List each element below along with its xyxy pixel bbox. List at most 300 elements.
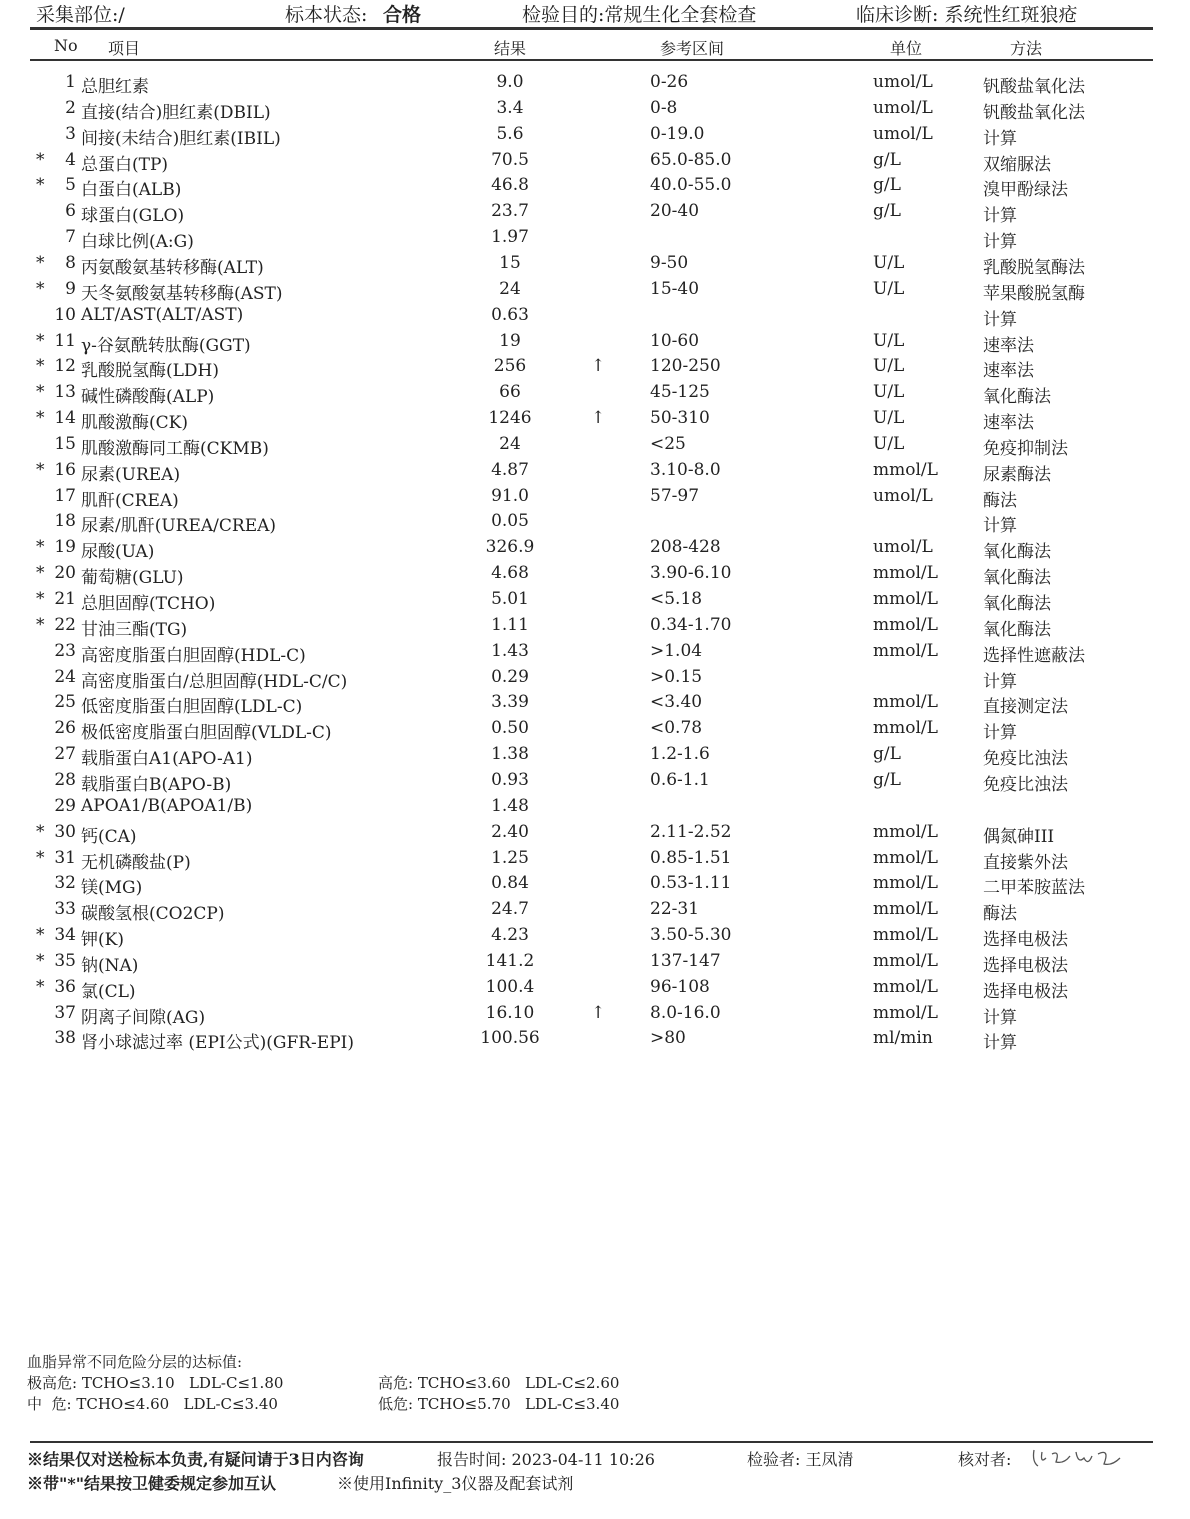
star-marker: *	[36, 408, 45, 429]
star-marker: *	[36, 356, 45, 377]
result-value: 2.40	[491, 821, 529, 842]
row-number: 26	[54, 718, 76, 739]
item-name: APOA1/B(APOA1/B)	[81, 795, 253, 816]
item-name: 间接(未结合)胆红素(IBIL)	[81, 128, 281, 149]
result-value: 1.97	[491, 227, 529, 248]
column-divider	[30, 59, 1153, 61]
reference-range: <3.40	[650, 692, 703, 713]
item-name: 极低密度脂蛋白胆固醇(VLDL-C)	[81, 723, 332, 744]
unit: g/L	[873, 769, 901, 790]
star-marker: *	[36, 278, 45, 299]
result-value: 3.4	[496, 97, 524, 118]
method: 氧化酶法	[983, 568, 1051, 589]
table-row	[0, 744, 1190, 770]
method: 氧化酶法	[983, 542, 1051, 563]
unit: mmol/L	[873, 1002, 938, 1023]
reference-range: <0.78	[650, 718, 703, 739]
table-row	[0, 770, 1190, 796]
result-value: 1.43	[491, 640, 529, 661]
reference-range: >0.15	[650, 666, 703, 687]
col-item: 项目	[108, 39, 141, 58]
result-value: 9.0	[496, 72, 524, 92]
unit: mmol/L	[873, 640, 938, 661]
table-row	[0, 279, 1190, 305]
header-divider	[30, 27, 1153, 30]
table-row	[0, 822, 1190, 848]
star-marker: *	[36, 925, 45, 946]
table-row	[0, 977, 1190, 1003]
item-name: 总胆红素	[81, 77, 149, 97]
method: 酶法	[983, 904, 1017, 925]
table-row	[0, 486, 1190, 512]
reference-range: >1.04	[650, 640, 703, 661]
row-number: 19	[54, 537, 76, 558]
reference-range: 0.34-1.70	[650, 614, 732, 635]
table-row	[0, 150, 1190, 176]
table-row	[0, 873, 1190, 899]
row-number: 18	[54, 511, 76, 532]
result-value: 70.5	[491, 149, 529, 170]
row-number: 11	[54, 330, 76, 351]
result-value: 4.87	[491, 459, 529, 480]
table-row	[0, 563, 1190, 589]
result-value: 256	[493, 356, 527, 377]
result-value: 3.39	[491, 692, 529, 713]
item-name: 尿素(UREA)	[81, 464, 181, 485]
result-value: 24	[499, 433, 521, 454]
unit: mmol/L	[873, 873, 938, 894]
method: 钒酸盐氧化法	[983, 102, 1085, 123]
unit: mmol/L	[873, 563, 938, 584]
reference-range: 10-60	[650, 330, 700, 351]
result-value: 1.48	[491, 795, 529, 816]
method: 选择电极法	[983, 955, 1068, 976]
reference-range: 120-250	[650, 356, 721, 377]
row-number: 30	[54, 821, 76, 842]
item-name: 白球比例(A:G)	[81, 232, 194, 253]
row-number: 31	[54, 847, 76, 868]
result-value: 4.23	[491, 925, 529, 946]
result-value: 15	[499, 252, 521, 273]
specimen-status-label: 标本状态:	[285, 4, 368, 26]
method: 计算	[983, 1033, 1017, 1054]
row-number: 13	[54, 382, 76, 403]
unit: mmol/L	[873, 976, 938, 997]
reference-range: 57-97	[650, 485, 700, 506]
item-name: 碱性磷酸酶(ALP)	[81, 387, 215, 408]
row-number: 23	[54, 640, 76, 661]
method: 钒酸盐氧化法	[983, 77, 1085, 97]
star-marker: *	[36, 976, 45, 997]
item-name: 球蛋白(GLO)	[81, 206, 185, 227]
unit: umol/L	[873, 97, 933, 118]
row-number: 21	[54, 589, 76, 609]
method: 偶氮砷III	[983, 826, 1055, 847]
item-name: 碳酸氢根(CO2CP)	[81, 904, 225, 925]
result-value: 1.11	[491, 614, 529, 635]
table-row	[0, 253, 1190, 279]
result-value: 0.50	[491, 718, 529, 739]
star-marker: *	[36, 950, 45, 971]
reference-range: 0.53-1.11	[650, 873, 732, 894]
table-row	[0, 692, 1190, 718]
row-number: 36	[54, 976, 76, 997]
star-marker: *	[36, 149, 45, 170]
unit: mmol/L	[873, 692, 938, 713]
reference-range: 15-40	[650, 278, 700, 299]
table-row	[0, 615, 1190, 641]
reference-range: 1.2-1.6	[650, 744, 710, 765]
method: 二甲苯胺蓝法	[983, 878, 1085, 899]
row-number: 38	[54, 1028, 76, 1049]
table-row	[0, 124, 1190, 150]
reference-range: 96-108	[650, 976, 710, 997]
row-number: 15	[54, 433, 76, 454]
unit: mmol/L	[873, 899, 938, 920]
table-row	[0, 589, 1190, 615]
table-row	[0, 408, 1190, 434]
item-name: 甘油三酯(TG)	[81, 619, 188, 640]
result-value: 1.38	[491, 744, 529, 765]
method: 速率法	[983, 413, 1034, 434]
unit: mmol/L	[873, 459, 938, 480]
row-number: 24	[54, 666, 76, 687]
result-value: 141.2	[485, 950, 535, 971]
item-name: 肾小球滤过率 (EPI公式)(GFR-EPI)	[81, 1033, 354, 1054]
result-value: 24	[499, 278, 521, 299]
col-method: 方法	[1010, 39, 1043, 58]
method: 苹果酸脱氢酶	[983, 283, 1085, 304]
row-number: 25	[54, 692, 76, 713]
unit: mmol/L	[873, 950, 938, 971]
table-row	[0, 305, 1190, 331]
star-marker: *	[36, 589, 45, 609]
table-row	[0, 537, 1190, 563]
row-number: 7	[65, 227, 76, 248]
method: 选择电极法	[983, 930, 1068, 951]
unit: mmol/L	[873, 847, 938, 868]
test-purpose: 检验目的:常规生化全套检查	[522, 4, 757, 26]
item-name: 肌酐(CREA)	[81, 490, 179, 511]
method: 直接测定法	[983, 697, 1068, 718]
result-value: 326.9	[485, 537, 535, 558]
row-number: 37	[54, 1002, 76, 1023]
tester: 检验者: 王凤清	[747, 1450, 854, 1469]
result-value: 5.6	[496, 123, 524, 144]
result-value: 66	[499, 382, 521, 403]
report-time: 报告时间: 2023-04-11 10:26	[437, 1450, 655, 1469]
reference-range: 22-31	[650, 899, 700, 920]
abnormal-flag: ↑	[591, 1002, 606, 1023]
result-value: 5.01	[491, 589, 529, 609]
method: 乳酸脱氢酶法	[983, 257, 1085, 278]
unit: mmol/L	[873, 589, 938, 609]
col-unit: 单位	[890, 39, 923, 58]
method: 计算	[983, 232, 1017, 253]
row-number: 22	[54, 614, 76, 635]
item-name: 丙氨酸氨基转移酶(ALT)	[81, 257, 264, 278]
abnormal-flag: ↑	[591, 356, 606, 377]
row-number: 20	[54, 563, 76, 584]
row-number: 35	[54, 950, 76, 971]
star-marker: *	[36, 821, 45, 842]
table-row	[0, 899, 1190, 925]
item-name: 钙(CA)	[81, 826, 137, 847]
star-marker: *	[36, 330, 45, 351]
table-row	[0, 641, 1190, 667]
result-value: 1246	[488, 408, 532, 429]
unit: mmol/L	[873, 821, 938, 842]
method: 溴甲酚绿法	[983, 180, 1068, 201]
unit: U/L	[873, 433, 905, 454]
method: 计算	[983, 1007, 1017, 1028]
table-row	[0, 951, 1190, 977]
unit: U/L	[873, 408, 905, 429]
result-value: 0.63	[491, 304, 529, 325]
clinical-diagnosis: 临床诊断: 系统性红斑狼疮	[856, 4, 1078, 26]
unit: umol/L	[873, 485, 933, 506]
table-row	[0, 72, 1190, 98]
row-number: 1	[65, 72, 76, 92]
result-value: 24.7	[491, 899, 529, 920]
method: 氧化酶法	[983, 594, 1051, 614]
unit: g/L	[873, 149, 901, 170]
reference-range: 3.10-8.0	[650, 459, 721, 480]
lipid-medium: 中 危: TCHO≤4.60 LDL-C≤3.40	[27, 1395, 278, 1413]
collection-site: 采集部位:/	[36, 4, 125, 26]
item-name: 天冬氨酸氨基转移酶(AST)	[81, 283, 283, 304]
item-name: 载脂蛋白B(APO-B)	[81, 774, 232, 795]
method: 计算	[983, 309, 1017, 330]
star-marker: *	[36, 382, 45, 403]
star-marker: *	[36, 614, 45, 635]
row-number: 28	[54, 769, 76, 790]
reviewer-signature	[1030, 1444, 1125, 1470]
item-name: ALT/AST(ALT/AST)	[81, 304, 244, 325]
specimen-status-value: 合格	[383, 4, 422, 26]
result-value: 0.29	[491, 666, 529, 687]
unit: mmol/L	[873, 925, 938, 946]
item-name: 白蛋白(ALB)	[81, 180, 182, 201]
unit: U/L	[873, 356, 905, 377]
item-name: 乳酸脱氢酶(LDH)	[81, 361, 220, 382]
reference-range: 45-125	[650, 382, 710, 403]
item-name: 低密度脂蛋白胆固醇(LDL-C)	[81, 697, 303, 718]
result-value: 4.68	[491, 563, 529, 584]
row-number: 9	[65, 278, 76, 299]
reference-range: 50-310	[650, 408, 710, 429]
result-value: 0.93	[491, 769, 529, 790]
row-number: 34	[54, 925, 76, 946]
reference-range: 3.50-5.30	[650, 925, 732, 946]
method: 计算	[983, 128, 1017, 149]
mutual-recognition-note: ※带"*"结果按卫健委规定参加互认	[27, 1474, 277, 1493]
unit: umol/L	[873, 537, 933, 558]
row-number: 33	[54, 899, 76, 920]
unit: U/L	[873, 382, 905, 403]
star-marker: *	[36, 252, 45, 273]
table-row	[0, 382, 1190, 408]
method: 选择电极法	[983, 981, 1068, 1002]
table-row	[0, 434, 1190, 460]
reference-range: 137-147	[650, 950, 721, 971]
table-row	[0, 796, 1190, 822]
method: 酶法	[983, 490, 1017, 511]
item-name: 葡萄糖(GLU)	[81, 568, 184, 589]
table-row	[0, 356, 1190, 382]
reference-range: 0-8	[650, 97, 678, 118]
result-value: 0.05	[491, 511, 529, 532]
item-name: 肌酸激酶同工酶(CKMB)	[81, 438, 269, 459]
result-value: 91.0	[491, 485, 529, 506]
method: 计算	[983, 723, 1017, 744]
method: 速率法	[983, 335, 1034, 356]
result-value: 46.8	[491, 175, 529, 196]
abnormal-flag: ↑	[591, 408, 606, 429]
lipid-high: 高危: TCHO≤3.60 LDL-C≤2.60	[378, 1374, 620, 1392]
footer-divider	[30, 1441, 1153, 1443]
method: 计算	[983, 671, 1017, 692]
star-marker: *	[36, 563, 45, 584]
item-name: 高密度脂蛋白/总胆固醇(HDL-C/C)	[81, 671, 348, 692]
unit: U/L	[873, 252, 905, 273]
reference-range: 0-26	[650, 72, 689, 92]
row-number: 14	[54, 408, 76, 429]
reference-range: 0-19.0	[650, 123, 705, 144]
item-name: 总胆固醇(TCHO)	[81, 594, 216, 614]
method: 直接紫外法	[983, 852, 1068, 873]
col-result: 结果	[494, 39, 527, 58]
reference-range: <5.18	[650, 589, 703, 609]
table-row	[0, 227, 1190, 253]
unit: umol/L	[873, 72, 933, 92]
unit: g/L	[873, 201, 901, 222]
col-no: No	[54, 36, 78, 55]
row-number: 32	[54, 873, 76, 894]
row-number: 8	[65, 252, 76, 273]
item-name: 氯(CL)	[81, 981, 136, 1002]
item-name: 直接(结合)胆红素(DBIL)	[81, 102, 271, 123]
reference-range: 0.85-1.51	[650, 847, 732, 868]
row-number: 6	[65, 201, 76, 222]
table-row	[0, 1028, 1190, 1054]
result-value: 100.4	[485, 976, 535, 997]
lipid-very-high: 极高危: TCHO≤3.10 LDL-C≤1.80	[27, 1374, 284, 1392]
reference-range: 20-40	[650, 201, 700, 222]
reference-range: 208-428	[650, 537, 721, 558]
lipid-targets-title: 血脂异常不同危险分层的达标值:	[27, 1353, 243, 1371]
reference-range: 3.90-6.10	[650, 563, 732, 584]
result-value: 16.10	[485, 1002, 535, 1023]
method: 氧化酶法	[983, 387, 1051, 408]
item-name: 钾(K)	[81, 930, 124, 951]
row-number: 2	[65, 97, 76, 118]
row-number: 3	[65, 123, 76, 144]
item-name: 尿酸(UA)	[81, 542, 155, 563]
method: 尿素酶法	[983, 464, 1051, 485]
table-row	[0, 718, 1190, 744]
result-value: 100.56	[480, 1028, 540, 1049]
unit: mmol/L	[873, 718, 938, 739]
result-value: 23.7	[491, 201, 529, 222]
unit: umol/L	[873, 123, 933, 144]
result-value: 0.84	[491, 873, 529, 894]
unit: ml/min	[873, 1028, 933, 1049]
disclaimer: ※结果仅对送检标本负责,有疑问请于3日内咨询	[27, 1450, 364, 1469]
table-row	[0, 201, 1190, 227]
row-number: 16	[54, 459, 76, 480]
row-number: 10	[54, 304, 76, 325]
reference-range: 8.0-16.0	[650, 1002, 721, 1023]
star-marker: *	[36, 847, 45, 868]
reference-range: <25	[650, 433, 686, 454]
table-row	[0, 175, 1190, 201]
reference-range: 40.0-55.0	[650, 175, 732, 196]
col-ref: 参考区间	[660, 39, 725, 58]
table-row	[0, 1003, 1190, 1029]
item-name: 高密度脂蛋白胆固醇(HDL-C)	[81, 645, 306, 666]
reference-range: 0.6-1.1	[650, 769, 710, 790]
method: 免疫比浊法	[983, 749, 1068, 770]
item-name: 肌酸激酶(CK)	[81, 413, 188, 434]
row-number: 27	[54, 744, 76, 765]
table-row	[0, 98, 1190, 124]
reference-range: >80	[650, 1028, 686, 1049]
method: 双缩脲法	[983, 154, 1051, 175]
table-row	[0, 925, 1190, 951]
row-number: 4	[65, 149, 76, 170]
item-name: 阴离子间隙(AG)	[81, 1007, 206, 1028]
row-number: 12	[54, 356, 76, 377]
unit: g/L	[873, 175, 901, 196]
table-row	[0, 460, 1190, 486]
table-row	[0, 848, 1190, 874]
result-value: 19	[499, 330, 521, 351]
table-row	[0, 667, 1190, 693]
method: 计算	[983, 516, 1017, 537]
method: 免疫比浊法	[983, 774, 1068, 795]
unit: g/L	[873, 744, 901, 765]
item-name: γ-谷氨酰转肽酶(GGT)	[81, 335, 251, 356]
unit: mmol/L	[873, 614, 938, 635]
item-name: 无机磷酸盐(P)	[81, 852, 191, 873]
reviewer-label: 核对者:	[958, 1450, 1012, 1469]
reference-range: 65.0-85.0	[650, 149, 732, 170]
row-number: 5	[65, 175, 76, 196]
row-number: 29	[54, 795, 76, 816]
item-name: 总蛋白(TP)	[81, 154, 169, 175]
item-name: 钠(NA)	[81, 955, 139, 976]
reference-range: 2.11-2.52	[650, 821, 732, 842]
method: 氧化酶法	[983, 619, 1051, 640]
method: 计算	[983, 206, 1017, 227]
table-row	[0, 331, 1190, 357]
row-number: 17	[54, 485, 76, 506]
lipid-low: 低危: TCHO≤5.70 LDL-C≤3.40	[378, 1395, 620, 1413]
reference-range: 9-50	[650, 252, 689, 273]
unit: U/L	[873, 330, 905, 351]
unit: U/L	[873, 278, 905, 299]
method: 免疫抑制法	[983, 438, 1068, 459]
method: 选择性遮蔽法	[983, 645, 1085, 666]
item-name: 尿素/肌酐(UREA/CREA)	[81, 516, 277, 537]
item-name: 镁(MG)	[81, 878, 143, 899]
star-marker: *	[36, 459, 45, 480]
star-marker: *	[36, 175, 45, 196]
method: 速率法	[983, 361, 1034, 382]
result-value: 1.25	[491, 847, 529, 868]
item-name: 载脂蛋白A1(APO-A1)	[81, 749, 253, 770]
